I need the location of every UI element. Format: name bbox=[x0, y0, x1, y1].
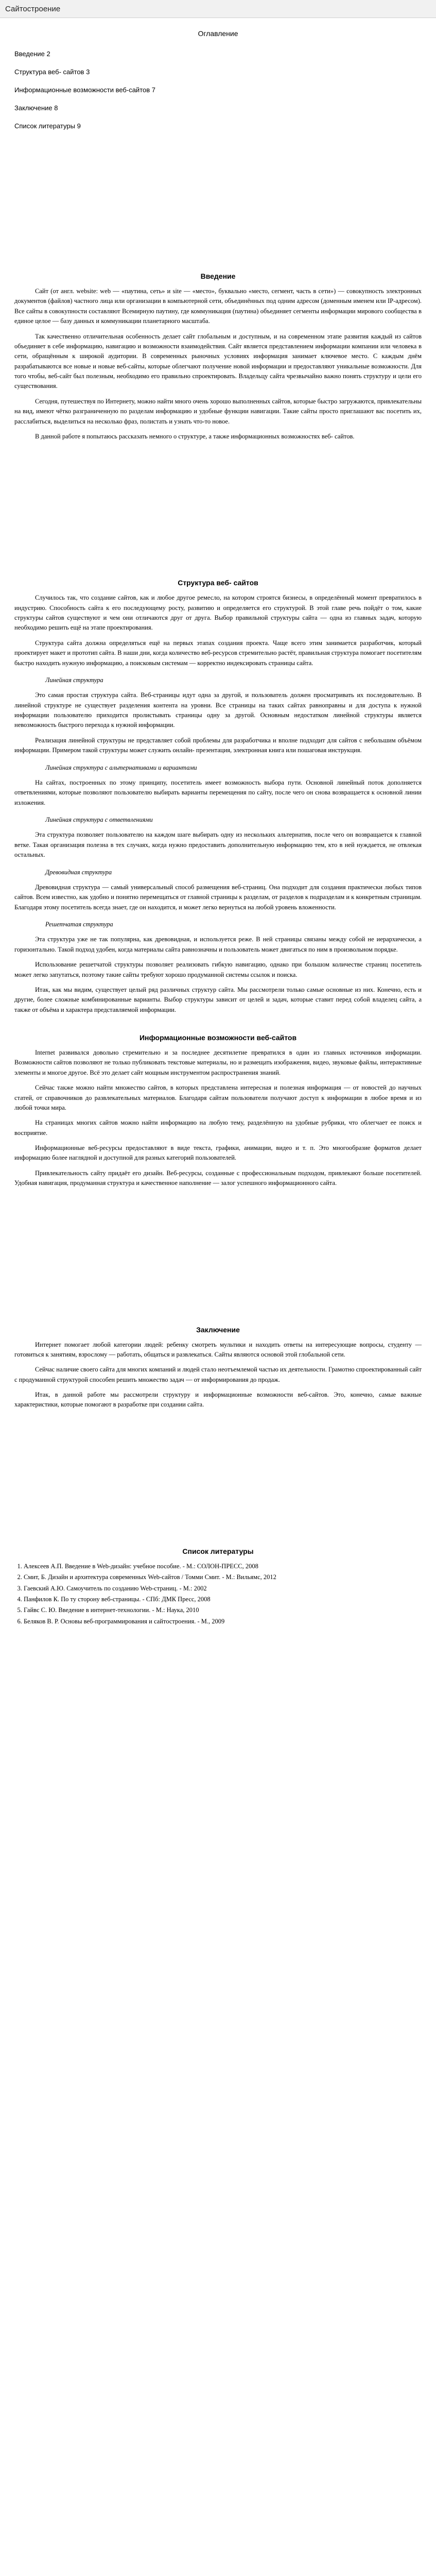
section-heading-conclusion: Заключение bbox=[196, 1325, 240, 1334]
section-heading-structure: Структура веб- сайтов bbox=[178, 579, 258, 587]
paragraph: Сегодня, путешествуя по Интернету, можно найти много очень хорошо выполненных сайтов, которые быстро загружаются, привлекательны на вид, имеют чётко разграниченную по разделам информацию и удобные функции навигации. Такие сайты просто приглашают вас посетить их, расслабиться, выделиться на несколько фраз, полистать и узнать что-то новое. bbox=[14, 397, 422, 425]
reference-item: 2. Смит, Б. Дизайн и архитектура современных Web-сайтов / Томми Смит. - М.: Вильямс, 2012 bbox=[24, 1572, 422, 1582]
paragraph: Реализация линейной структуры не представляет собой проблемы для разработчика и вполне подходит для сайтов с небольшим объёмом информации. Примером такой структуры может служить онлайн- презентация, электронная книга или пошаговая инструкция. bbox=[14, 736, 422, 754]
toc-link[interactable]: Введение 2 bbox=[14, 50, 50, 58]
paragraph: Использование решетчатой структуры позволяет реализовать гибкую навигацию, однако при большом количестве страниц посетитель может легко запутаться, поэтому такие сайты требуют хорошо продуманной системы ссылок и поиска. bbox=[14, 961, 422, 978]
toc-item[interactable] bbox=[14, 122, 422, 130]
paragraph: Итак, как мы видим, существует целый ряд различных структур сайта. Мы рассмотрели только самые основные из них. Конечно, есть и другие, более сложные комбинированные варианты. Выбор структуры зависит от целей и задач, которые ставит перед собой владелец сайта, а также от объёма и характера представляемой информации. bbox=[14, 986, 422, 1013]
section-heading-intro: Введение bbox=[200, 272, 236, 280]
subheading-linear-branch: Линейная структура с ответвлениями bbox=[45, 816, 153, 823]
subheading-tree: Древовидная структура bbox=[45, 868, 112, 876]
reference-item: 4. Панфилов К. По ту сторону веб-страницы. - СПб: ДМК Пресс, 2008 bbox=[24, 1595, 422, 1604]
document-title: Сайтостроение bbox=[5, 4, 61, 13]
paragraph: Так качественно отличительная особенность делает сайт глобальным и доступным, и на современном этапе развития каждый из сайтов объединяет в себе информацию, навигацию и возможности взаимодействия. Сайт является представлением информации компании или человека в сети, обращённым к широкой аудитории. В современных рыночных условиях информация занимает ключевое место. С каждым днём разрабатываются все новые и новые веб-сайты, которые облегчают получение новой информации и предоставляют уникальные возможности. Для того чтобы, веб-сайт был полезным, необходимо его правильно спроектировать. Владельцу сайта чрезвычайно важно понять структуру и цели его существования. bbox=[14, 332, 422, 390]
paragraph: Структура сайта должна определяться ещё на первых этапах создания проекта. Чаще всего этим занимается разработчик, который проектирует макет и прототип сайта. В наши дни, когда количество веб-ресурсов стремительно растёт, правильная структура помогает посетителям быстро находить нужную информацию, а поисковым системам — корректно индексировать страницы сайта. bbox=[14, 639, 422, 667]
page-break bbox=[14, 447, 422, 560]
subheading-linear: Линейная структура bbox=[45, 676, 103, 684]
toc-link[interactable]: Информационные возможности веб-сайтов 7 bbox=[14, 86, 155, 94]
toc-link[interactable]: Структура веб- сайтов 3 bbox=[14, 68, 90, 76]
page-break bbox=[14, 140, 422, 253]
paragraph: Итак, в данной работе мы рассмотрели структуру и информационные возможности веб-сайтов. Это, конечно, самые важные характеристики, которые помогают в разработке при создании сайта. bbox=[14, 1391, 422, 1409]
toc-item[interactable] bbox=[14, 68, 422, 76]
toc-item[interactable] bbox=[14, 86, 422, 94]
section-heading-info: Информационные возможности веб-сайтов bbox=[139, 1033, 297, 1042]
toc-list bbox=[14, 50, 422, 130]
paragraph: Internet развивался довольно стремительно и за последнее десятилетие превратился в один из главных источников информации. Возможности сайтов позволяют не только публиковать текстовые материалы, но и размещать изображения, видео, звуковые файлы, интерактивные элементы и многое другое. Всё это делает сайт мощным инструментом распространения знаний. bbox=[14, 1049, 422, 1076]
section-heading-refs: Список литературы bbox=[182, 1547, 254, 1555]
paragraph: Сайт (от англ. website: web — «паутина, сеть» и site — «место», буквально «место, сегмент, часть в сети») — совокупность электронных документов (файлов) частного лица или организации в компьютерной сети, объединённых под одним адресом (доменным именем или IP-адресом). Все сайты в совокупности составляют Всемирную паутину, где коммуникация (паутина) объединяет сегменты информации мирового сообщества в единое целое — базу данных и коммуникации планетарного масштаба. bbox=[14, 287, 422, 325]
toc-item[interactable] bbox=[14, 104, 422, 112]
toc-item[interactable] bbox=[14, 50, 422, 58]
paragraph: Сейчас также можно найти множество сайтов, в которых представлена интересная и полезная информация — от новостей до научных статей, от справочников до развлекательных материалов. Благодаря сайтам пользователи получают доступ к информации в любое время и из любой точки мира. bbox=[14, 1084, 422, 1111]
paragraph: Привлекательность сайту придаёт его дизайн. Веб-ресурсы, созданные с профессиональным подходом, привлекают больше посетителей. Удобная навигация, продуманная структура и качественное наполнение — залог успешного информационного сайта. bbox=[14, 1169, 422, 1187]
page-break bbox=[14, 1194, 422, 1307]
paragraph: Древовидная структура — самый универсальный способ размещения веб-страниц. Она подходит для создания практически любых типов сайтов. Всем известно, как удобно и понятно перемещаться от главной страницы к разделам, от разделов к подразделам и к конкретным страницам. Благодаря этому посетитель всегда знает, где он находится, и может легко вернуться на любой уровень вложенности. bbox=[14, 883, 422, 911]
paragraph: Случилось так, что создание сайтов, как и любое другое ремесло, на котором строятся бизнесы, в определённый момент превратилось в индустрию. Способность сайта к его последующему росту, развитию и определяется его структурой. В этой главе речь пойдёт о том, какие структуры сайтов существуют и чем они отличаются друг от друга. Выбор правильной структуры сайта — одна из главных задач, которую необходимо решить ещё на этапе проектирования. bbox=[14, 594, 422, 632]
paragraph: Интернет помогает любой категории людей: ребенку смотреть мультики и находить ответы на интересующие вопросы, студенту — готовиться к занятиям, взрослому — работать, общаться и развлекаться. Сайты являются основой этой глобальной сети. bbox=[14, 1341, 422, 1358]
paragraph: В данной работе я попытаюсь рассказать немного о структуре, а также информационных возможностях веб- сайтов. bbox=[35, 432, 355, 440]
toc-link[interactable]: Заключение 8 bbox=[14, 104, 58, 112]
paragraph: На страницах многих сайтов можно найти информацию на любую тему, разделённую на удобные рубрики, что облегчает ее поиск и восприятие. bbox=[14, 1119, 422, 1137]
paragraph: Эта структура позволяет пользователю на каждом шаге выбирать одну из нескольких альтернатив, после чего он возвращается к главной ветке. Такая организация полезна в тех случаях, когда нужно предоставить дополнительную информацию тем, кто в ней нуждается, не отвлекая остальных. bbox=[14, 831, 422, 859]
toc-heading: Оглавление bbox=[198, 29, 238, 38]
reference-item: 3. Гаевский А.Ю. Самоучитель по созданию Web-страниц. - М.: 2002 bbox=[24, 1584, 422, 1594]
reference-item: 6. Беляков В. Р. Основы веб-программирования и сайтостроения. - М., 2009 bbox=[24, 1617, 422, 1626]
paragraph: Информационные веб-ресурсы предоставляют в виде текста, графики, анимации, видео и т. п. Это многообразие форматов делает информацию более наглядной и доступной для разных категорий пользователей. bbox=[14, 1144, 422, 1162]
document-body bbox=[0, 18, 436, 1626]
paragraph: Эта структура уже не так популярна, как древовидная, и используется реже. В ней страницы связаны между собой не иерархически, а горизонтально. Такой подход удобен, когда материалы сайта равнозначны и пользователь может двигаться по ним в произвольном порядке. bbox=[14, 936, 422, 953]
document-header bbox=[0, 0, 436, 18]
page-break bbox=[14, 1415, 422, 1529]
subheading-grid: Решетчатая структура bbox=[45, 921, 113, 928]
paragraph: На сайтах, построенных по этому принципу, посетитель имеет возможность выбора пути. Основной линейный поток дополняется ответвлениями, которые позволяют пользователю выбирать варианты перемещения по сайту, после чего он снова возвращается к основной линии изложения. bbox=[14, 778, 422, 806]
toc-link[interactable]: Список литературы 9 bbox=[14, 122, 81, 130]
paragraph: Сейчас наличие своего сайта для многих компаний и людей стало неотъемлемой частью их деятельности. Грамотно спроектированный сайт с продуманной структурой способен решить множество задач — от информирования до продаж. bbox=[14, 1366, 422, 1383]
paragraph: Это самая простая структура сайта. Веб-страницы идут одна за другой, и пользователь должен просматривать их последовательно. В линейной структуре не существует разделения контента на уровни. Все страницы на таких сайтах равноправны и для доступа к нужной информации пользователю приходится пролистывать страницы одну за другой. Основным недостатком линейной структуры является невозможность быстрого перехода к нужной информации. bbox=[14, 691, 422, 729]
subheading-linear-alt: Линейная структура с альтернативами и вариантами bbox=[45, 764, 197, 771]
reference-list bbox=[14, 1562, 422, 1626]
reference-item: 5. Гайвс С. Ю. Введение в интернет-технологии. - М.: Наука, 2010 bbox=[24, 1605, 422, 1615]
reference-item: 1. Алексеев А.П. Введение в Web-дизайн: учебное пособие. - М.: СОЛОН-ПРЕСС, 2008 bbox=[24, 1562, 422, 1571]
